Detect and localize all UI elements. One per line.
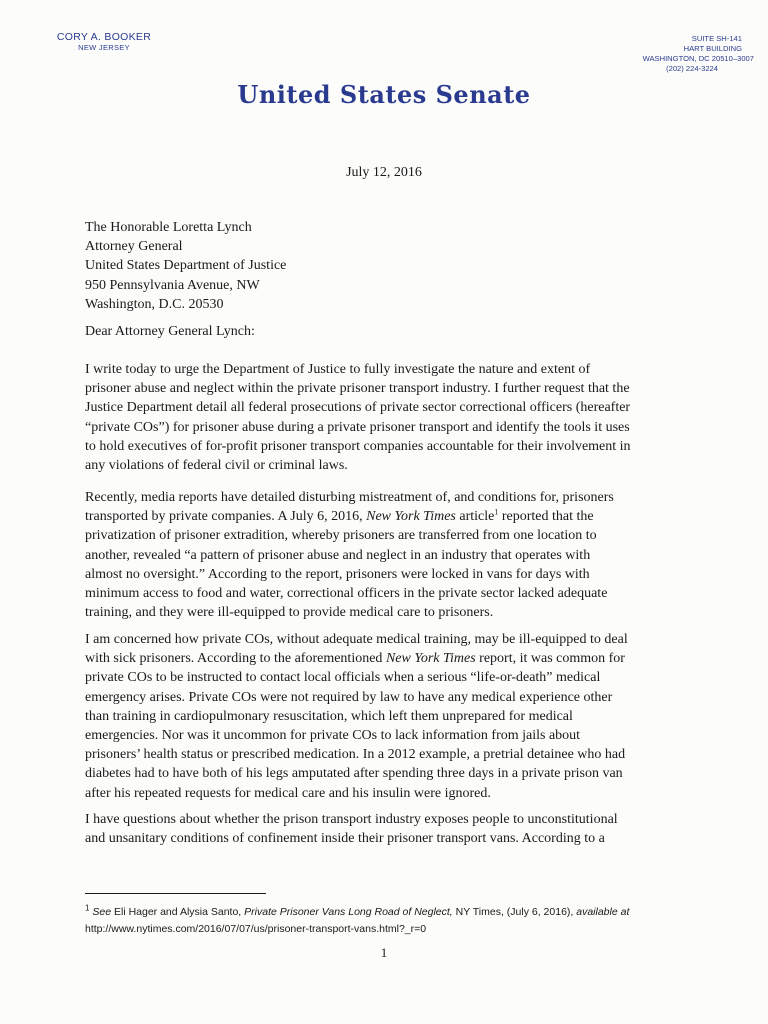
text-line: training, and they were ill-equipped to provide medical care to prisoners. <box>85 605 494 621</box>
publication-name: New York Times <box>385 651 476 667</box>
footnote-marker: 1 <box>494 507 499 517</box>
text-line: diabetes had to have both of his legs amputated after spending three days in a private prison van <box>85 766 623 782</box>
text-line: any violations of federal civil or criminal laws. <box>85 458 348 474</box>
text-line: than training in cardiopulmonary resuscitation, which left them unprepared for medical <box>85 708 573 724</box>
recipient-line: Attorney General <box>85 239 183 255</box>
text-line: “private COs”) for prisoner abuse during a private prisoner transport and identify the tools it uses <box>85 419 630 435</box>
text-line: and unsanitary conditions of confinement inside their prisoner transport vans. According to a <box>85 831 605 847</box>
text-line <box>85 507 685 526</box>
recipient-line: The Honorable Loretta Lynch <box>85 220 252 235</box>
paragraph-2 <box>85 488 685 622</box>
footnote-authors: Eli Hager and Alysia Santo, <box>113 906 242 918</box>
text-line: emergency arises. Private COs were not required by law to have any medical experience other <box>85 689 613 705</box>
text-line: almost no oversight.” According to the report, prisoners were locked in vans for days with <box>85 566 590 582</box>
recipient-line: United States Department of Justice <box>85 258 287 274</box>
text-line: I have questions about whether the prison transport industry exposes people to unconstitutional <box>85 812 618 827</box>
letterhead-office-address <box>584 34 754 74</box>
office-city: WASHINGTON, DC 20510–3007 <box>642 54 754 63</box>
text-line: another, revealed “a pattern of prisoner abuse and neglect in an industry that operates with <box>85 547 591 563</box>
footnote-line <box>85 904 629 921</box>
text-line: prisoners’ health status or prescribed medication. In a 2012 example, a pretrial detainee who had <box>85 747 626 763</box>
text-fragment: transported by private companies. A July 6, 2016, <box>85 509 363 525</box>
text-line: Justice Department detail all federal prosecutions of private sector correctional officers (hereafter <box>85 400 631 416</box>
letterhead-senator <box>34 31 174 53</box>
senator-name: CORY A. BOOKER <box>56 31 152 43</box>
footnote-divider <box>85 893 266 894</box>
footnote-publication: NY Times, (July 6, 2016), <box>455 906 574 918</box>
text-line: private COs to be instructed to contact local officials when a serious “life-or-death” medical <box>85 670 601 686</box>
paragraph-4 <box>85 810 685 848</box>
footnote-url[interactable]: http://www.nytimes.com/2016/07/07/us/prisoner-transport-vans.html?_r=0 <box>85 923 427 935</box>
senator-state: NEW JERSEY <box>78 43 130 52</box>
text-line: to hold executives of for-profit prisoner transport companies accountable for their involvement in <box>85 438 631 454</box>
footnote-see: See <box>92 906 112 918</box>
text-line: Recently, media reports have detailed disturbing mistreatment of, and conditions for, prisoners <box>85 490 614 505</box>
text-line: privatization of prisoner extradition, whereby prisoners are transferred from one location to <box>85 528 597 544</box>
recipient-address <box>85 218 286 314</box>
senate-title: United States Senate <box>237 80 531 109</box>
text-fragment: report, it was common for <box>479 651 625 667</box>
recipient-line: 950 Pennsylvania Avenue, NW <box>85 277 260 293</box>
salutation: Dear Attorney General Lynch: <box>85 324 255 339</box>
footnote-number: 1 <box>85 903 90 913</box>
office-phone: (202) 224-3224 <box>666 64 718 73</box>
text-fragment: reported that the <box>501 509 594 525</box>
text-line: emergencies. Nor was it uncommon for private COs to lack information from jails about <box>85 728 581 744</box>
paragraph-1 <box>85 360 685 475</box>
text-line: I am concerned how private COs, without adequate medical training, may be ill-equipped to deal <box>85 632 628 647</box>
text-line: prisoner abuse and neglect within the private prisoner transport industry. I further request that the <box>85 381 630 397</box>
footnote-available-at: available at <box>576 906 630 918</box>
office-suite: SUITE SH-141 <box>691 34 742 43</box>
office-building: HART BUILDING <box>683 44 742 53</box>
text-line: minimum access to food and water, correctional officers in the private sector lacked adequate <box>85 586 608 602</box>
letter-date: July 12, 2016 <box>346 165 422 180</box>
text-fragment: article <box>459 509 495 525</box>
page-number: 1 <box>380 945 388 960</box>
text-line: after his repeated requests for medical care and his insulin were ignored. <box>85 785 491 801</box>
paragraph-3 <box>85 630 685 803</box>
text-fragment: with sick prisoners. According to the aforementioned <box>85 651 383 667</box>
footnote-title: Private Prisoner Vans Long Road of Neglect, <box>244 906 453 918</box>
text-line: I write today to urge the Department of Justice to fully investigate the nature and extent of <box>85 362 591 377</box>
text-line <box>85 649 685 668</box>
recipient-line: Washington, D.C. 20530 <box>85 296 224 312</box>
publication-name: New York Times <box>366 509 456 525</box>
footnote <box>85 904 629 938</box>
